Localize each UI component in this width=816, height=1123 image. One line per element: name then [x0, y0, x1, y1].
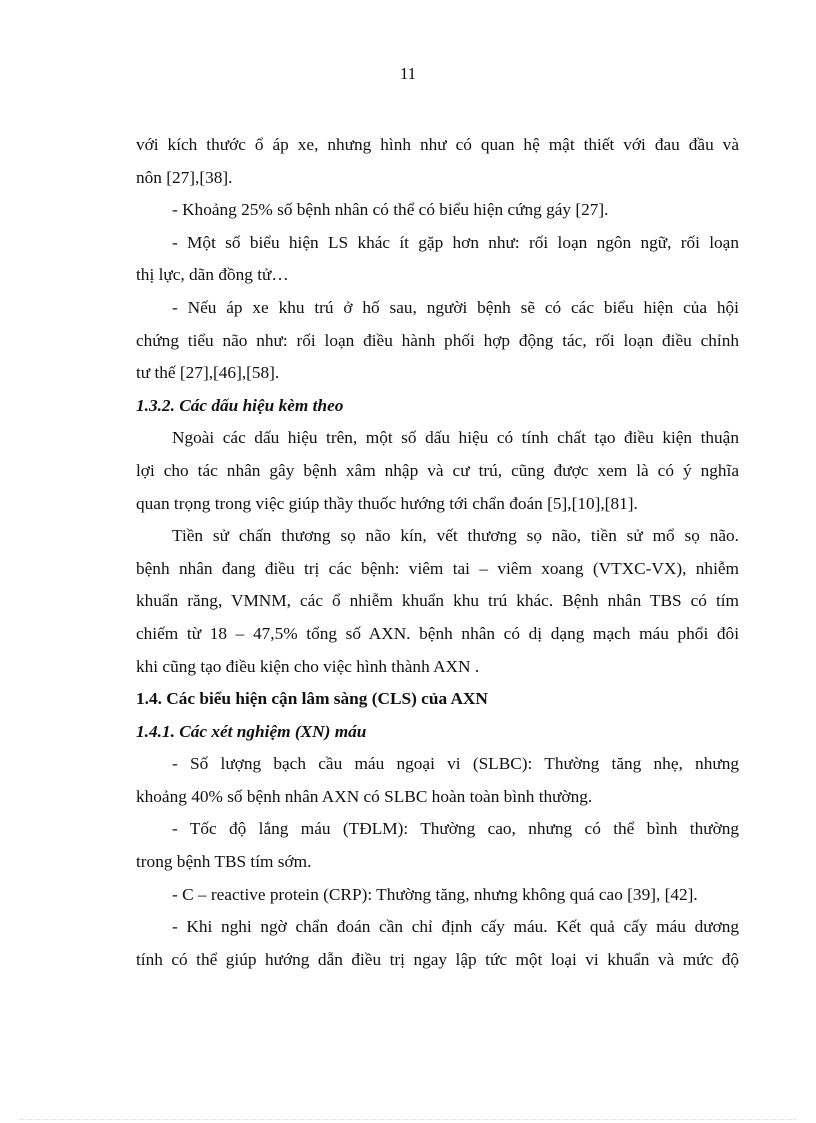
section-heading-1-4: 1.4. Các biểu hiện cận lâm sàng (CLS) của AXN	[136, 689, 488, 709]
text-line: - Số lượng bạch cầu máu ngoại vi (SLBC): Thường tăng nhẹ, nhưng	[172, 754, 739, 774]
text-line: chứng tiểu não như: rối loạn điều hành phối hợp động tác, rối loạn điều chỉnh	[136, 330, 739, 350]
text-line: - Khoảng 25% số bệnh nhân có thể có biểu hiện cứng gáy [27].	[172, 200, 609, 220]
text-line: chiếm từ 18 – 47,5% tổng số AXN. bệnh nhân có dị dạng mạch máu phổi đôi	[136, 623, 739, 643]
text-line: Tiền sử chấn thương sọ não kín, vết thương sọ não, tiền sử mổ sọ não.	[172, 526, 739, 546]
text-line: nôn [27],[38].	[136, 167, 233, 187]
text-line: - Một số biểu hiện LS khác ít gặp hơn như: rối loạn ngôn ngữ, rối loạn	[172, 232, 739, 252]
text-line: thị lực, dãn đồng tử…	[136, 265, 289, 285]
text-line: tư thế [27],[46],[58].	[136, 363, 280, 383]
text-line: trong bệnh TBS tím sớm.	[136, 852, 312, 872]
text-line: bệnh nhân đang điều trị các bệnh: viêm tai – viêm xoang (VTXC-VX), nhiễm	[136, 558, 739, 578]
text-line: khoảng 40% số bệnh nhân AXN có SLBC hoàn toàn bình thường.	[136, 786, 593, 806]
text-line: - Khi nghi ngờ chẩn đoán cần chỉ định cấy máu. Kết quả cấy máu dương	[172, 917, 739, 937]
section-heading-1-4-1: 1.4.1. Các xét nghiệm (XN) máu	[136, 721, 367, 741]
page-bottom-divider	[20, 1119, 796, 1120]
text-line: khi cũng tạo điều kiện cho việc hình thành AXN .	[136, 656, 480, 676]
text-line: với kích thước ổ áp xe, nhưng hình như có quan hệ mật thiết với đau đầu và	[136, 135, 739, 154]
section-heading-1-3-2: 1.3.2. Các dấu hiệu kèm theo	[136, 395, 344, 415]
text-line: lợi cho tác nhân gây bệnh xâm nhập và cư trú, cũng được xem là có ý nghĩa	[136, 460, 739, 480]
text-line: tính có thể giúp hướng dẫn điều trị ngay lập tức một loại vi khuẩn và mức độ	[136, 949, 739, 969]
document-body	[136, 129, 739, 976]
text-line: - Tốc độ lắng máu (TĐLM): Thường cao, nhưng có thể bình thường	[172, 819, 739, 839]
text-line: - Nếu áp xe khu trú ở hố sau, người bệnh sẽ có các biểu hiện của hội	[172, 297, 739, 317]
text-line: - C – reactive protein (CRP): Thường tăng, nhưng không quá cao [39], [42].	[172, 884, 698, 904]
page-number: 11	[399, 64, 417, 83]
text-line: khuẩn răng, VMNM, các ổ nhiễm khuẩn khu trú khác. Bệnh nhân TBS có tím	[136, 591, 739, 611]
text-line: quan trọng trong việc giúp thầy thuốc hướng tới chẩn đoán [5],[10],[81].	[136, 493, 638, 513]
text-line: Ngoài các dấu hiệu trên, một số dấu hiệu có tính chất tạo điều kiện thuận	[172, 428, 739, 448]
